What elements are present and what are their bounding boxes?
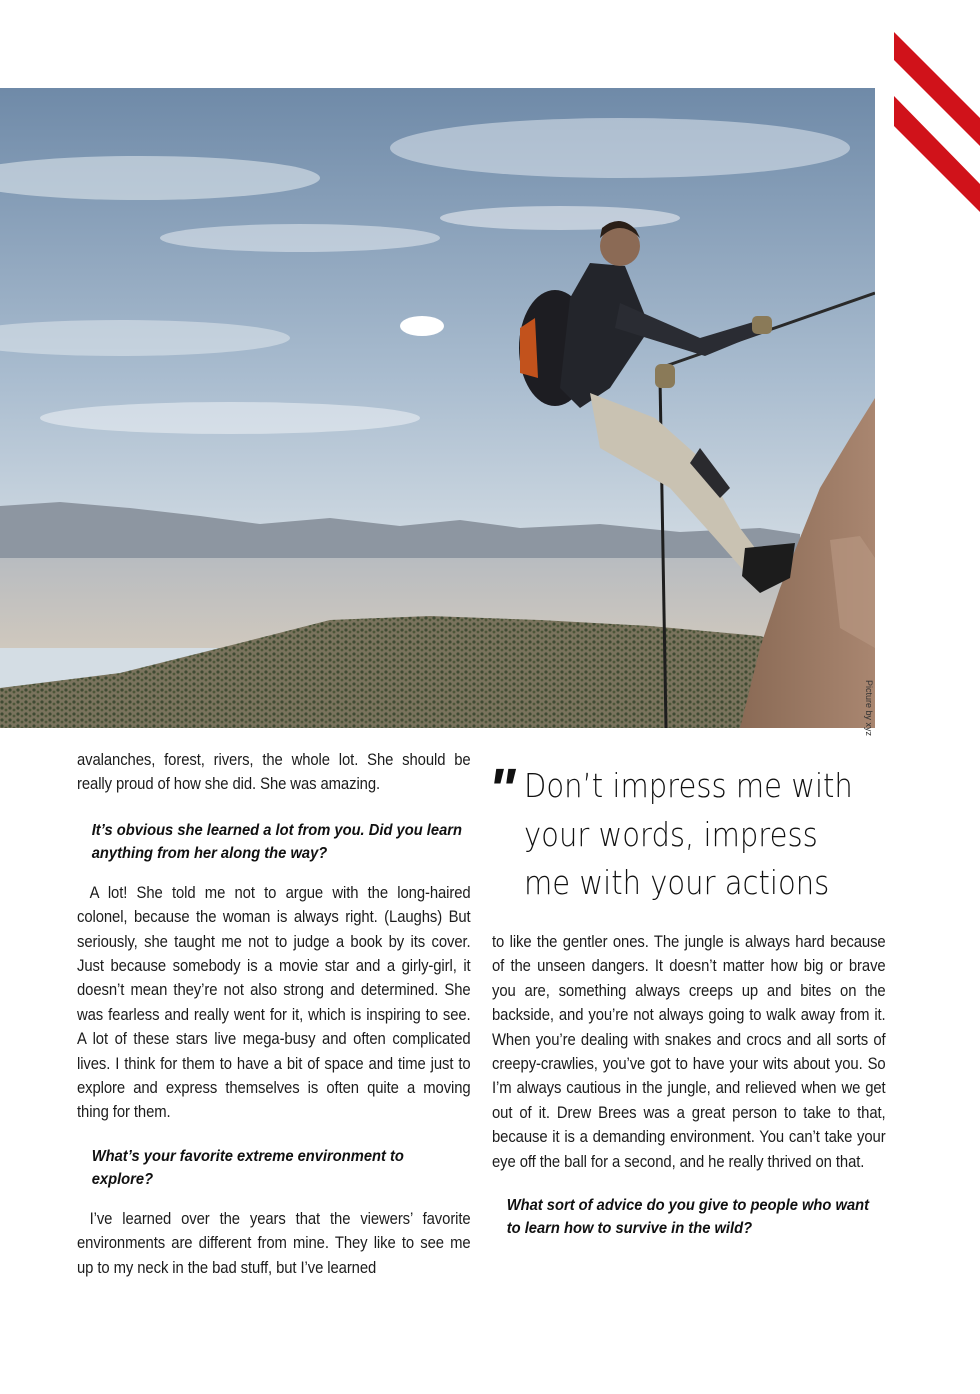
quote-mark-icon: " xyxy=(488,757,516,822)
paragraph: I’ve learned over the years that the viewers’ favorite environments are different from mine. They like to see me up to my neck in the bad stuff, but I’ve learned xyxy=(77,1209,471,1277)
paragraph: avalanches, forest, rivers, the whole lot. She should be really proud of how she did. She was amazing. xyxy=(77,751,471,794)
hero-photo xyxy=(0,88,875,728)
interview-question: What sort of advice do you give to people who want to learn how to survive in the wild? xyxy=(506,1197,870,1238)
paragraph: A lot! She told me not to argue with the long-haired colonel, because the woman is always right. (Laughs) But seriously, she taught me not to judge a book by its cover. Just because somebody is a movie star and a girly-girl, it doesn’t mean they’re not also strong and determined. She was fearless and really went for it, which is inspiring to see. A lot of these stars live mega-busy and often complicated lives. I think for them to have a bit of space and time just to explore and express themselves is often quite a moving thing for them. xyxy=(77,883,471,1122)
photo-credit: Picture by xyz xyxy=(864,680,874,737)
article-column-right xyxy=(492,930,886,1240)
interview-question: What’s your favorite extreme environment to explore? xyxy=(91,1147,404,1188)
interview-question: It’s obvious she learned a lot from you. Did you learn anything from her along the way? xyxy=(91,821,462,862)
paragraph: to like the gentler ones. The jungle is always hard because of the unseen dangers. It doesn’t matter how big or brave you are, something always creeps up and bites on the backside, and you’re not always going to walk away from it. When you’re dealing with snakes and crocs and all sorts of creepy-crawlies, you’ve got to have your wits about you. So I’m always cautious in the jungle, and relieved when we get out of it. Drew Brees was a great person to take to that, because it is a demanding environment. You can’t take your eye off the ball for a second, and he really thrived on that. xyxy=(492,933,886,1171)
article-column-left xyxy=(77,748,471,1280)
red-stripes-decoration xyxy=(880,0,980,230)
pull-quote-text: Don’t impress me with your words, impress me with your actions xyxy=(524,766,853,902)
